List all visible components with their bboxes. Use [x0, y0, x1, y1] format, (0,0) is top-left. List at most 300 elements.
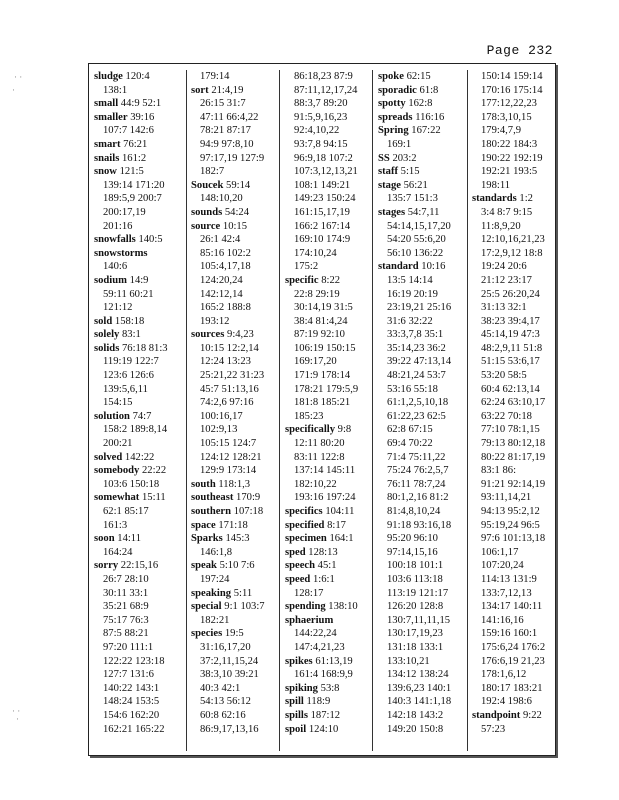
index-refs-continued: 30:11 33:1 — [103, 587, 149, 599]
index-term: sludge — [94, 71, 123, 82]
index-term: solids — [94, 342, 120, 354]
index-refs: 76:21 — [123, 138, 148, 150]
index-term: specified — [285, 519, 325, 531]
index-entry — [94, 274, 186, 288]
index-entry — [191, 220, 279, 234]
index-refs-continued: 57:23 — [481, 723, 506, 735]
index-refs-continued: 93:7,8 94:15 — [294, 138, 348, 150]
index-refs-continued: 3:4 8:7 9:15 — [481, 206, 533, 218]
index-term: Sparks — [191, 533, 223, 545]
index-refs-continued: 169:1 — [387, 138, 412, 150]
index-refs: 161:2 — [121, 152, 147, 164]
index-refs-continued: 130:7,11,11,15 — [387, 614, 451, 626]
index-term: speech — [285, 560, 316, 572]
index-refs-continued: 192:4 198:6 — [481, 696, 532, 708]
index-refs-continued: 22:8 29:19 — [294, 288, 340, 300]
index-entry — [472, 192, 558, 206]
index-refs: 56:21 — [403, 179, 428, 191]
index-refs-continued: 76:11 78:7,24 — [387, 478, 446, 490]
index-entry — [191, 491, 279, 505]
index-entry — [285, 614, 376, 628]
index-refs: 138:10 — [328, 601, 358, 613]
index-refs-continued: 83:1 86: — [481, 465, 517, 477]
index-refs-continued: 148:24 153:5 — [103, 696, 160, 708]
index-refs-continued: 158:2 189:8,14 — [103, 424, 168, 436]
index-refs-continued: 165:2 188:8 — [200, 302, 251, 314]
index-term: spoke — [378, 71, 404, 82]
index-refs-continued: 59:11 60:21 — [103, 288, 154, 300]
index-term: solution — [94, 410, 130, 422]
index-term: specifics — [285, 506, 323, 517]
index-refs-continued: 87:19 92:10 — [294, 329, 345, 341]
index-refs: 107:18 — [233, 506, 264, 517]
index-refs-continued: 53:16 55:18 — [387, 383, 438, 395]
index-refs: 8:17 — [327, 519, 346, 531]
index-term: SS — [378, 152, 390, 164]
index-term: standards — [472, 193, 517, 205]
index-entry — [191, 627, 279, 641]
index-refs-continued: 189:5,9 200:7 — [103, 193, 162, 205]
index-refs: 9:22 — [522, 709, 542, 721]
index-refs-continued: 180:17 183:21 — [481, 682, 543, 694]
index-entry — [285, 600, 376, 614]
index-refs-continued: 122:22 123:18 — [103, 655, 165, 667]
index-refs-continued: 190:22 192:19 — [481, 152, 543, 164]
index-term: spills — [285, 709, 308, 721]
index-entry — [94, 70, 186, 84]
index-refs-continued: 47:11 66:4,22 — [200, 111, 259, 123]
index-refs-continued: 193:12 — [200, 315, 230, 327]
index-refs: 124:10 — [308, 723, 339, 735]
index-refs-continued: 95:19,24 96:5 — [481, 519, 540, 531]
index-refs-continued: 77:10 78:1,15 — [481, 424, 540, 436]
index-refs: 9:4,23 — [227, 329, 254, 341]
index-refs: 83:1 — [121, 329, 141, 341]
index-refs-continued: 87:11,12,17,24 — [294, 84, 358, 96]
index-refs-continued: 200:21 — [103, 438, 133, 450]
index-refs-continued: 87:5 88:21 — [103, 628, 149, 640]
index-refs-continued: 31:16,17,20 — [200, 641, 251, 653]
index-refs-continued: 86:9,17,13,16 — [200, 723, 259, 735]
index-refs-continued: 169:17,20 — [294, 356, 337, 368]
index-refs-continued: 123:6 126:6 — [103, 370, 154, 382]
index-term: species — [191, 628, 223, 640]
index-refs-continued: 62:24 63:10,17 — [481, 397, 546, 409]
index-refs-continued: 149:23 150:24 — [294, 193, 356, 205]
page-number: Page 232 — [486, 43, 553, 58]
index-refs-continued: 138:1 — [103, 84, 128, 96]
index-entry — [94, 315, 186, 329]
index-refs-continued: 38:3,10 39:21 — [200, 669, 259, 681]
index-entry — [191, 519, 279, 533]
index-refs-continued: 119:19 122:7 — [103, 356, 159, 368]
index-entry — [94, 111, 186, 125]
index-refs: 45:1 — [317, 560, 337, 572]
index-refs-continued: 54:14,15,17,20 — [387, 220, 451, 232]
index-refs-continued: 106:19 150:15 — [294, 342, 356, 354]
index-term: south — [191, 478, 216, 490]
index-column-3 — [279, 70, 376, 751]
index-refs-continued: 30:14,19 31:5 — [294, 302, 353, 314]
index-refs-continued: 182:10,22 — [294, 478, 337, 490]
index-refs-continued: 93:11,14,21 — [481, 492, 532, 504]
index-term: solved — [94, 451, 123, 463]
index-refs-continued: 139:14 171:20 — [103, 179, 165, 191]
index-refs: 19:5 — [224, 628, 244, 640]
index-term: somebody — [94, 465, 140, 477]
index-entry — [191, 532, 279, 546]
index-term: source — [191, 220, 221, 232]
index-entry — [285, 559, 376, 573]
index-refs-continued: 124:20,24 — [200, 274, 243, 286]
index-refs-continued: 79:13 80:12,18 — [481, 438, 546, 450]
index-refs-continued: 134:17 140:11 — [481, 601, 543, 613]
index-refs: 118:1,3 — [218, 478, 251, 490]
index-refs-continued: 11:8,9,20 — [481, 220, 521, 232]
index-refs: 21:4,19 — [211, 84, 244, 96]
index-entry — [94, 532, 186, 546]
index-refs: 10:15 — [222, 220, 248, 232]
index-term: spoil — [285, 723, 307, 735]
index-refs-continued: 54:20 55:6,20 — [387, 234, 446, 246]
index-refs-continued: 174:10,24 — [294, 247, 337, 259]
index-entry — [191, 587, 279, 601]
index-term: special — [191, 601, 222, 613]
index-refs: 1:2 — [519, 193, 533, 205]
index-term: specifically — [285, 424, 336, 436]
index-refs-continued: 96:9,18 107:2 — [294, 152, 353, 164]
index-refs: 116:16 — [415, 111, 445, 123]
index-refs: 54:7,11 — [407, 206, 440, 218]
index-refs: 22:15,16 — [120, 560, 159, 572]
index-refs-continued: 37:2,11,15,24 — [200, 655, 259, 667]
index-refs-continued: 69:4 70:22 — [387, 438, 433, 450]
index-term: snow — [94, 166, 117, 178]
index-refs-continued: 71:4 75:11,22 — [387, 451, 446, 463]
index-refs: 9:8 — [337, 424, 352, 436]
index-term: space — [191, 519, 216, 531]
index-term: spreads — [378, 111, 413, 123]
index-refs: 22:22 — [141, 465, 167, 477]
index-term: solely — [94, 329, 120, 341]
index-refs-continued: 107:3,12,13,21 — [294, 166, 358, 178]
index-refs-continued: 91:18 93:16,18 — [387, 519, 452, 531]
index-term: southern — [191, 506, 232, 517]
index-refs: 5:10 7:6 — [219, 560, 255, 572]
index-refs: 145:3 — [225, 533, 250, 545]
index-refs-continued: 91:5,9,16,23 — [294, 111, 348, 123]
index-refs-continued: 78:21 87:17 — [200, 125, 251, 137]
index-refs: 74:7 — [132, 410, 152, 422]
index-refs-continued: 193:16 197:24 — [294, 492, 356, 504]
index-refs-continued: 60:4 62:13,14 — [481, 383, 540, 395]
index-entry — [94, 247, 186, 261]
index-entry — [378, 206, 470, 220]
index-refs-continued: 161:4 168:9,9 — [294, 669, 353, 681]
index-term: sort — [191, 84, 209, 96]
index-refs-continued: 201:16 — [103, 220, 133, 232]
index-entry — [285, 423, 376, 437]
index-entry — [191, 600, 279, 614]
index-refs-continued: 182:7 — [200, 166, 225, 178]
index-refs-continued: 127:7 131:6 — [103, 669, 154, 681]
index-refs: 104:11 — [325, 506, 355, 517]
margin-mark: · · — [12, 706, 21, 716]
index-refs-continued: 38:23 39:4,17 — [481, 315, 540, 327]
index-entry — [94, 451, 186, 465]
index-term: spending — [285, 601, 326, 613]
index-refs-continued: 86:18,23 87:9 — [294, 71, 353, 82]
index-refs-continued: 91:21 92:14,19 — [481, 478, 546, 490]
index-refs: 203:2 — [392, 152, 417, 164]
index-entry — [378, 124, 470, 138]
index-refs-continued: 106:1,17 — [481, 546, 519, 558]
index-term: speak — [191, 560, 217, 572]
index-refs: 158:18 — [114, 315, 145, 327]
index-refs-continued: 12:10,16,21,23 — [481, 234, 545, 246]
index-entry — [94, 233, 186, 247]
index-refs-continued: 21:12 23:17 — [481, 274, 532, 286]
index-entry — [94, 464, 186, 478]
index-refs-continued: 148:10,20 — [200, 193, 243, 205]
index-term: Soucek — [191, 179, 224, 191]
index-refs-continued: 131:18 133:1 — [387, 641, 444, 653]
index-refs-continued: 147:4,21,23 — [294, 641, 345, 653]
index-refs-continued: 38:4 81:4,24 — [294, 315, 348, 327]
index-term: smart — [94, 138, 121, 150]
index-entry — [94, 559, 186, 573]
index-entry — [472, 709, 558, 723]
index-entry — [94, 410, 186, 424]
index-refs-continued: 100:16,17 — [200, 410, 243, 422]
index-refs: 162:8 — [408, 98, 433, 110]
index-term: stage — [378, 179, 401, 191]
index-entry — [191, 84, 279, 98]
index-entry — [191, 559, 279, 573]
index-refs-continued: 175:6,24 176:2 — [481, 641, 546, 653]
index-refs-continued: 129:9 173:14 — [200, 465, 257, 477]
index-entry — [94, 491, 186, 505]
index-entry — [285, 532, 376, 546]
index-refs-continued: 185:23 — [294, 410, 324, 422]
index-refs-continued: 40:3 42:1 — [200, 682, 241, 694]
index-refs-continued: 134:12 138:24 — [387, 669, 449, 681]
index-term: southeast — [191, 492, 234, 504]
index-term: smaller — [94, 111, 128, 123]
index-refs-continued: 178:3,10,15 — [481, 111, 532, 123]
index-column-1 — [89, 70, 186, 751]
index-entry — [94, 152, 186, 166]
index-entry — [285, 723, 376, 737]
index-refs-continued: 26:1 42:4 — [200, 234, 241, 246]
index-refs-continued: 140:6 — [103, 261, 128, 273]
index-entry — [285, 274, 376, 288]
index-entry — [378, 84, 470, 98]
index-refs-continued: 171:9 178:14 — [294, 370, 351, 382]
index-refs-continued: 53:20 58:5 — [481, 370, 527, 382]
index-refs: 54:24 — [224, 206, 250, 218]
index-refs-continued: 25:5 26:20,24 — [481, 288, 540, 300]
index-refs: 170:9 — [236, 492, 261, 504]
index-entry — [191, 505, 279, 519]
index-term: specific — [285, 274, 319, 286]
index-refs-continued: 54:13 56:12 — [200, 696, 251, 708]
index-refs: 167:22 — [411, 125, 441, 137]
index-term: specimen — [285, 533, 327, 545]
index-refs-continued: 154:15 — [103, 397, 133, 409]
index-refs-continued: 100:18 101:1 — [387, 560, 444, 572]
index-refs-continued: 26:15 31:7 — [200, 98, 246, 110]
index-refs-continued: 139:5,6,11 — [103, 383, 148, 395]
index-entry — [378, 165, 470, 179]
index-refs: 61:8 — [419, 84, 439, 96]
index-term: spill — [285, 696, 304, 708]
index-refs: 164:1 — [329, 533, 354, 545]
index-refs: 10:16 — [421, 261, 446, 273]
index-refs-continued: 10:15 12:2,14 — [200, 342, 259, 354]
index-refs: 15:11 — [141, 492, 166, 504]
index-term: spiking — [285, 682, 318, 694]
index-term: standpoint — [472, 709, 521, 721]
index-term: somewhat — [94, 492, 140, 504]
index-refs-continued: 17:2,9,12 18:8 — [481, 247, 543, 259]
index-refs-continued: 179:14 — [200, 71, 230, 82]
index-entry — [285, 709, 376, 723]
index-refs-continued: 179:4,7,9 — [481, 125, 522, 137]
index-term: sources — [191, 329, 225, 341]
index-refs: 140:5 — [138, 234, 163, 246]
index-refs-continued: 75:24 76:2,5,7 — [387, 465, 449, 477]
index-column-5 — [467, 70, 558, 751]
index-refs-continued: 107:7 142:6 — [103, 125, 154, 137]
index-refs: 14:11 — [117, 533, 142, 545]
index-refs-continued: 114:13 131:9 — [481, 573, 537, 585]
index-refs: 118:9 — [306, 696, 331, 708]
index-refs-continued: 25:21,22 31:23 — [200, 370, 265, 382]
index-refs-continued: 107:20,24 — [481, 560, 524, 572]
index-refs-continued: 128:17 — [294, 587, 324, 599]
index-refs-continued: 150:14 159:14 — [481, 71, 543, 82]
index-refs-continued: 97:14,15,16 — [387, 546, 438, 558]
index-refs-continued: 144:22,24 — [294, 628, 337, 640]
index-refs-continued: 162:21 165:22 — [103, 723, 165, 735]
index-refs-continued: 33:3,7,8 35:1 — [387, 329, 444, 341]
index-refs-continued: 197:24 — [200, 573, 230, 585]
index-refs-continued: 95:20 96:10 — [387, 533, 438, 545]
index-column-4 — [372, 70, 470, 751]
index-entry — [94, 342, 186, 356]
index-term: stages — [378, 206, 406, 218]
index-entry — [191, 179, 279, 193]
index-entry — [191, 328, 279, 342]
index-refs: 9:1 103:7 — [224, 601, 265, 613]
margin-mark: · · — [14, 72, 23, 82]
index-refs-continued: 142:12,14 — [200, 288, 243, 300]
index-refs-continued: 48:2,9,11 51:8 — [481, 342, 543, 354]
index-refs-continued: 176:6,19 21,23 — [481, 655, 545, 667]
index-refs-continued: 74:2,6 97:16 — [200, 397, 254, 409]
index-term: sold — [94, 315, 113, 327]
index-entry — [285, 519, 376, 533]
index-term: sped — [285, 546, 306, 558]
index-refs: 142:22 — [124, 451, 155, 463]
index-refs: 5:15 — [400, 166, 420, 178]
index-entry — [378, 179, 470, 193]
index-term: Spring — [378, 125, 409, 137]
index-refs-continued: 126:20 128:8 — [387, 601, 444, 613]
index-refs: 1:6:1 — [312, 573, 335, 585]
index-refs-continued: 61:1,2,5,10,18 — [387, 397, 449, 409]
index-refs-continued: 146:1,8 — [200, 546, 233, 558]
index-refs-continued: 161:3 — [103, 519, 128, 531]
index-refs-continued: 92:4,10,22 — [294, 125, 340, 137]
index-refs-continued: 51:15 53:6,17 — [481, 356, 540, 368]
index-term: sorry — [94, 560, 119, 572]
index-refs-continued: 97:17,19 127:9 — [200, 152, 265, 164]
index-refs-continued: 103:6 113:18 — [387, 573, 443, 585]
index-entry — [378, 97, 470, 111]
index-term: soon — [94, 533, 115, 545]
index-refs-continued: 61:22,23 62:5 — [387, 410, 446, 422]
index-refs-continued: 85:16 102:2 — [200, 247, 251, 259]
index-refs-continued: 83:11 122:8 — [294, 451, 345, 463]
index-refs-continued: 140:22 143:1 — [103, 682, 160, 694]
index-term: spikes — [285, 655, 313, 667]
index-term: snowfalls — [94, 234, 136, 246]
index-refs-continued: 139:6,23 140:1 — [387, 682, 452, 694]
index-refs: 8:22 — [321, 274, 341, 286]
index-refs-continued: 137:14 145:11 — [294, 465, 356, 477]
index-refs-continued: 113:19 121:17 — [387, 587, 449, 599]
index-refs-continued: 198:11 — [481, 179, 511, 191]
index-entry — [378, 260, 470, 274]
index-refs-continued: 170:16 175:14 — [481, 84, 543, 96]
index-entry — [94, 328, 186, 342]
index-refs-continued: 35:21 68:9 — [103, 601, 149, 613]
index-refs: 121:5 — [119, 166, 144, 178]
index-entry — [285, 695, 376, 709]
index-term: spotty — [378, 98, 406, 110]
index-entry — [191, 206, 279, 220]
index-entry — [285, 546, 376, 560]
index-refs-continued: 75:17 76:3 — [103, 614, 149, 626]
index-refs-continued: 161:15,17,19 — [294, 206, 350, 218]
index-refs-continued: 13:5 14:14 — [387, 274, 433, 286]
index-refs-continued: 80:22 81:17,19 — [481, 451, 546, 463]
index-entry — [285, 682, 376, 696]
index-refs-continued: 97:20 111:1 — [103, 641, 154, 653]
index-refs-continued: 181:8 185:21 — [294, 397, 351, 409]
index-refs: 171:18 — [218, 519, 248, 531]
index-refs-continued: 133:10,21 — [387, 655, 430, 667]
index-entry — [94, 165, 186, 179]
index-refs-continued: 103:6 150:18 — [103, 478, 160, 490]
index-refs: 53:8 — [320, 682, 340, 694]
index-refs: 62:15 — [406, 71, 431, 82]
index-refs-continued: 12:11 80:20 — [294, 438, 345, 450]
index-refs-continued: 45:14,19 47:3 — [481, 329, 540, 341]
index-refs-continued: 164:24 — [103, 546, 133, 558]
margin-mark: · — [16, 714, 19, 724]
index-refs-continued: 35:14,23 36:2 — [387, 342, 446, 354]
index-entry — [285, 505, 376, 519]
index-term: sounds — [191, 206, 223, 218]
index-refs-continued: 159:16 160:1 — [481, 628, 538, 640]
index-refs-continued: 135:7 151:3 — [387, 193, 438, 205]
index-term: sodium — [94, 274, 127, 286]
index-refs: 59:14 — [226, 179, 251, 191]
index-refs-continued: 81:4,8,10,24 — [387, 506, 441, 517]
